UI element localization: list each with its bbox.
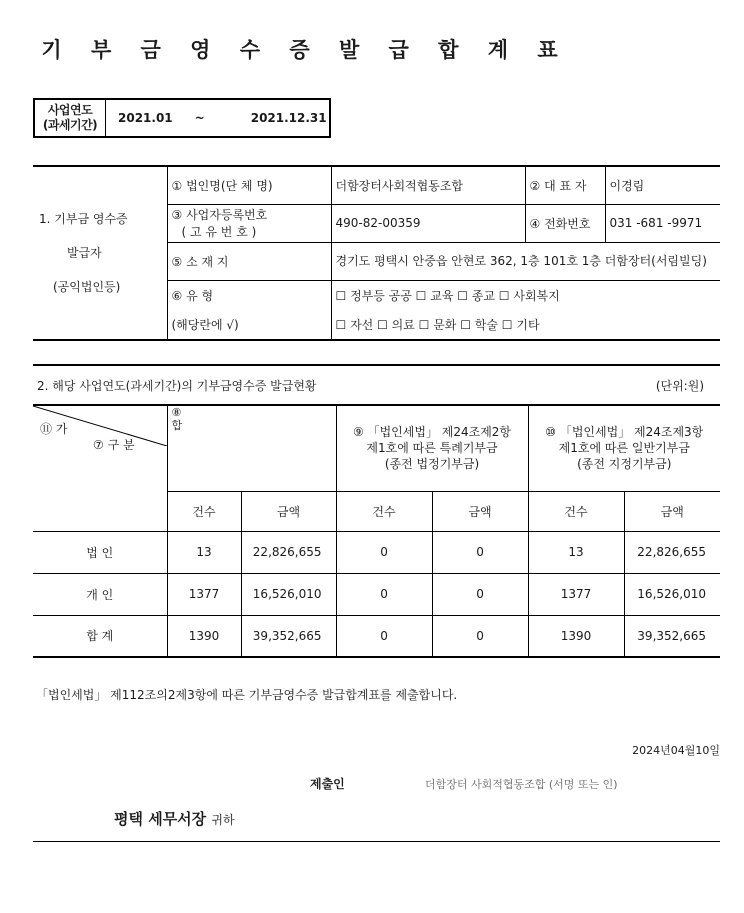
- sub-header-count: 건수: [167, 491, 241, 531]
- special-amount: 0: [432, 573, 528, 615]
- tax-office-suffix: 귀하: [211, 813, 235, 827]
- corner-bottom-label: ⑦ 구 분: [93, 438, 135, 452]
- type-label: ⑥ 유 형: [167, 280, 331, 310]
- row-label: 합 계: [33, 615, 167, 657]
- total-count: 1377: [167, 573, 241, 615]
- issuer-label-line1: 1. 기부금 영수증: [39, 212, 128, 226]
- submission-statement: 「법인세법」 제112조의2제3항에 따른 기부금영수증 발급합계표를 제출합니다.: [36, 688, 458, 702]
- table-row: [33, 573, 720, 615]
- col10-line2: 제1호에 따른 일반기부금: [558, 441, 690, 456]
- special-count: 0: [336, 573, 432, 615]
- general-count: 1390: [528, 615, 624, 657]
- type-options-row1: ☐ 정부등 공공 ☐ 교육 ☐ 종교 ☐ 사회복지: [335, 288, 560, 303]
- rep-label: ② 대 표 자: [525, 166, 605, 204]
- rep-value: 이경림: [605, 166, 720, 204]
- submitter-value: 더함장터 사회적협동조합 (서명 또는 인): [425, 778, 618, 791]
- table-row: [33, 531, 720, 573]
- corp-name-value: 더함장터사회적협동조합: [331, 166, 525, 204]
- general-amount: 22,826,655: [624, 531, 720, 573]
- period-start: 2021.01: [118, 111, 173, 125]
- address-value: 경기도 평택시 안중읍 안현로 362, 1층 101호 1층 더함장터(서림빌딩): [331, 242, 720, 280]
- period-tilde: ~: [194, 111, 205, 125]
- biz-no-value: 490-82-00359: [331, 204, 525, 242]
- row-label: 개 인: [33, 573, 167, 615]
- special-count: 0: [336, 531, 432, 573]
- phone-value: 031 -681 -9971: [605, 204, 720, 242]
- bottom-divider: [33, 841, 720, 842]
- col10-header: [528, 405, 720, 491]
- unit-label: (단위:원): [655, 378, 704, 393]
- sub-header-amount: 금액: [624, 491, 720, 531]
- issuer-label-line2: 발급자: [67, 246, 102, 260]
- general-count: 13: [528, 531, 624, 573]
- period-end: 2021.12.31: [250, 111, 327, 125]
- corner-top-label: ⑪ 가: [40, 422, 68, 436]
- corp-name-label: ① 법인명(단 체 명): [167, 166, 331, 204]
- issuer-label-cell: [33, 166, 167, 340]
- table-row: [33, 615, 720, 657]
- total-amount: 16,526,010: [241, 573, 336, 615]
- period-label: [35, 100, 106, 136]
- biz-no-label-line1: ③ 사업자등록번호: [171, 208, 268, 222]
- col9-line1: ⑨ 「법인세법」 제24조제2항: [353, 425, 512, 440]
- type-options-row2: ☐ 자선 ☐ 의료 ☐ 문화 ☐ 학술 ☐ 기타: [331, 310, 720, 340]
- type-hint: (해당란에 √): [167, 310, 331, 340]
- special-amount: 0: [432, 531, 528, 573]
- issuance-table: [33, 404, 720, 658]
- special-count: 0: [336, 615, 432, 657]
- general-count: 1377: [528, 573, 624, 615]
- phone-label: ④ 전화번호: [525, 204, 605, 242]
- period-label-line2: (과세기간): [42, 118, 98, 132]
- col9-line2: 제1호에 따른 특례기부금: [366, 441, 498, 456]
- col10-line1: ⑩ 「법인세법」 제24조제3항: [545, 425, 704, 440]
- special-amount: 0: [432, 615, 528, 657]
- general-amount: 39,352,665: [624, 615, 720, 657]
- period-label-line1: 사업연도: [47, 103, 93, 117]
- document-title: 기 부 금 영 수 증 발 급 합 계 표: [41, 38, 569, 62]
- submission-date: 2024년04월10일: [632, 744, 720, 757]
- col8-header: [167, 405, 336, 491]
- submitter-label: 제출인: [310, 777, 345, 791]
- sub-header-amount: 금액: [432, 491, 528, 531]
- total-count: 13: [167, 531, 241, 573]
- tax-office-name: 평택 세무서장: [114, 810, 207, 828]
- col9-line3: (종전 법정기부금): [384, 457, 480, 472]
- total-count: 1390: [167, 615, 241, 657]
- total-amount: 39,352,665: [241, 615, 336, 657]
- tax-office: [114, 808, 235, 829]
- issuer-table: [33, 165, 720, 341]
- sub-header-amount: 금액: [241, 491, 336, 531]
- total-amount: 22,826,655: [241, 531, 336, 573]
- corner-cell: [33, 405, 167, 531]
- general-amount: 16,526,010: [624, 573, 720, 615]
- row-label: 법 인: [33, 531, 167, 573]
- address-label: ⑤ 소 재 지: [167, 242, 331, 280]
- col8-line2: 합: [171, 419, 183, 432]
- issuer-label-line3: (공익법인등): [53, 280, 121, 294]
- section2-heading: [33, 364, 720, 404]
- sub-header-count: 건수: [336, 491, 432, 531]
- col9-header: [336, 405, 528, 491]
- period-values: [106, 100, 329, 136]
- period-box: [33, 98, 331, 138]
- sub-header-count: 건수: [528, 491, 624, 531]
- col10-line3: (종전 지정기부금): [577, 457, 672, 472]
- col8-line1: ⑧: [171, 406, 182, 419]
- biz-no-label: [167, 204, 331, 242]
- biz-no-label-line2: ( 고 유 번 호 ): [181, 225, 257, 239]
- section2-title: 2. 해당 사업연도(과세기간)의 기부금영수증 발급현황: [37, 378, 317, 393]
